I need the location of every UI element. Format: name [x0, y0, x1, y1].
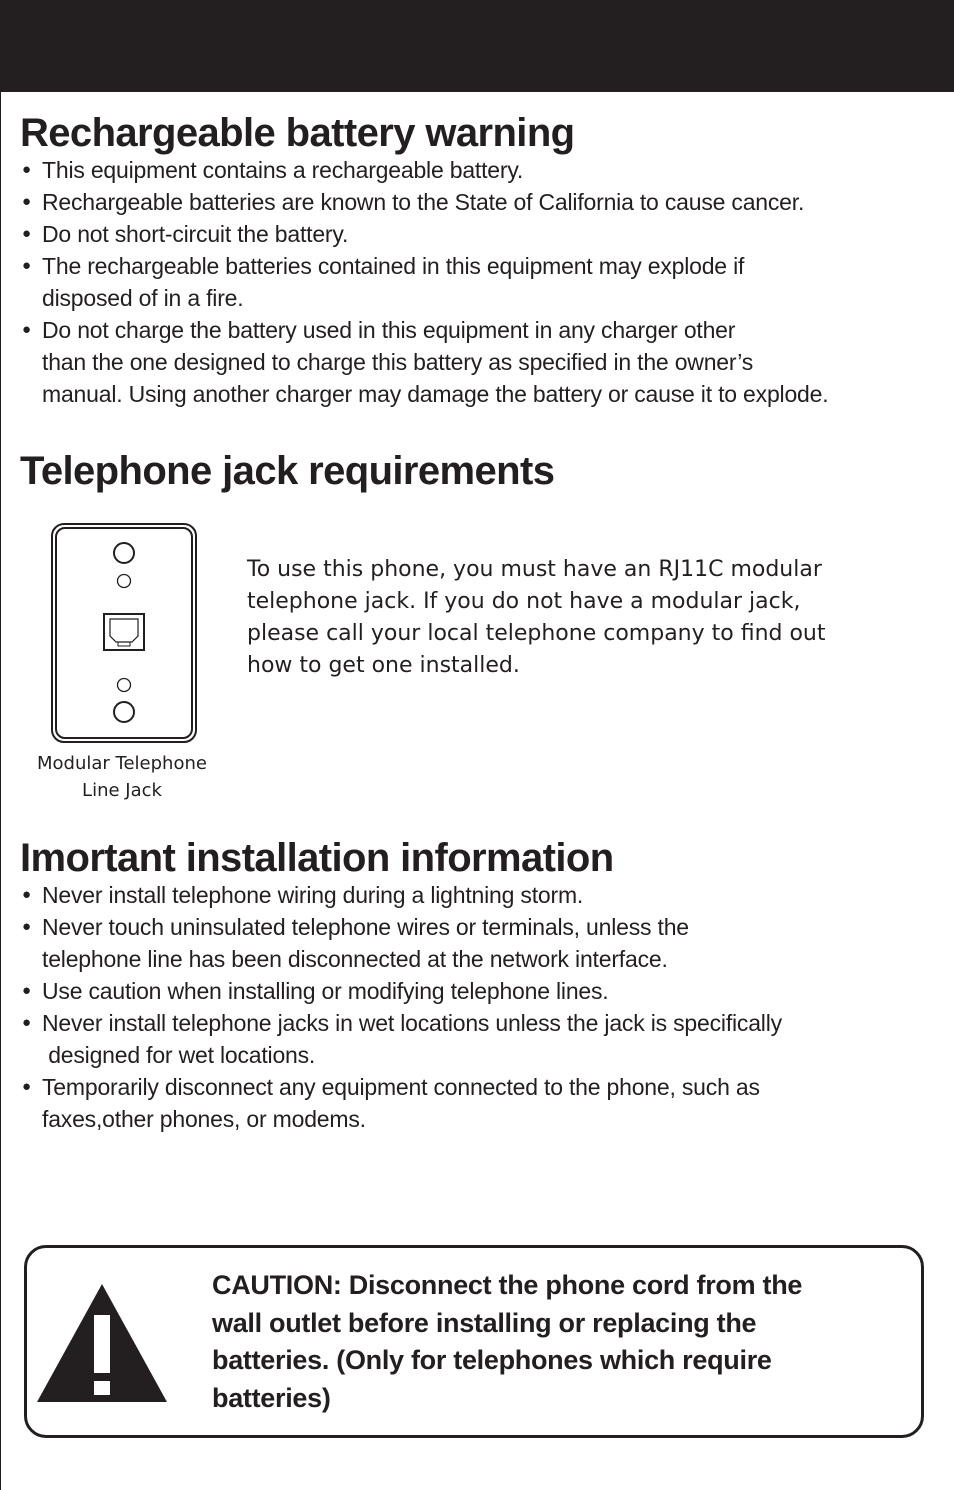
list-item: ● Do not short-circuit the battery.	[20, 218, 828, 250]
installation-info-title: Imortant installation information	[20, 836, 614, 880]
header-bar	[0, 0, 954, 92]
jack-caption: Modular Telephone Line Jack	[37, 753, 207, 801]
list-item: ● This equipment contains a rechargeable battery.	[20, 154, 828, 186]
list-item: ● Do not charge the battery used in this equipment in any charger other than the one designed to charge this battery as specified in the owner’s manual. Using another charger may damage the battery or cause it to explode.	[20, 314, 828, 410]
warning-triangle-icon	[36, 1283, 168, 1403]
battery-warning-list	[20, 154, 828, 410]
list-item: ● Never install telephone wiring during a lightning storm.	[20, 879, 782, 911]
modular-jack-icon	[50, 522, 200, 744]
caution-text: CAUTION: Disconnect the phone cord from the wall outlet before installing or replacing the batteries. (Only for telephones which require batteries)	[212, 1270, 803, 1413]
page-edge-line	[0, 92, 1, 1490]
list-item: ● Never touch uninsulated telephone wires or terminals, unless the telephone line has been disconnected at the network interface.	[20, 911, 782, 975]
list-item: ● Temporarily disconnect any equipment connected to the phone, such as faxes,other phones, or modems.	[20, 1071, 782, 1135]
list-item: ● Rechargeable batteries are known to the State of California to cause cancer.	[20, 186, 828, 218]
installation-info-list	[20, 879, 782, 1135]
list-item: ● Use caution when installing or modifying telephone lines.	[20, 975, 782, 1007]
list-item: ● Never install telephone jacks in wet locations unless the jack is specifically designed for wet locations.	[20, 1007, 782, 1071]
battery-warning-title: Rechargeable battery warning	[20, 111, 575, 155]
jack-requirements-text: To use this phone, you must have an RJ11C modular telephone jack. If you do not have a modular jack, please call your local telephone company to find out how to get one installed.	[247, 557, 826, 678]
jack-requirements-title: Telephone jack requirements	[20, 449, 555, 493]
list-item: ● The rechargeable batteries contained in this equipment may explode if disposed of in a fire.	[20, 250, 828, 314]
